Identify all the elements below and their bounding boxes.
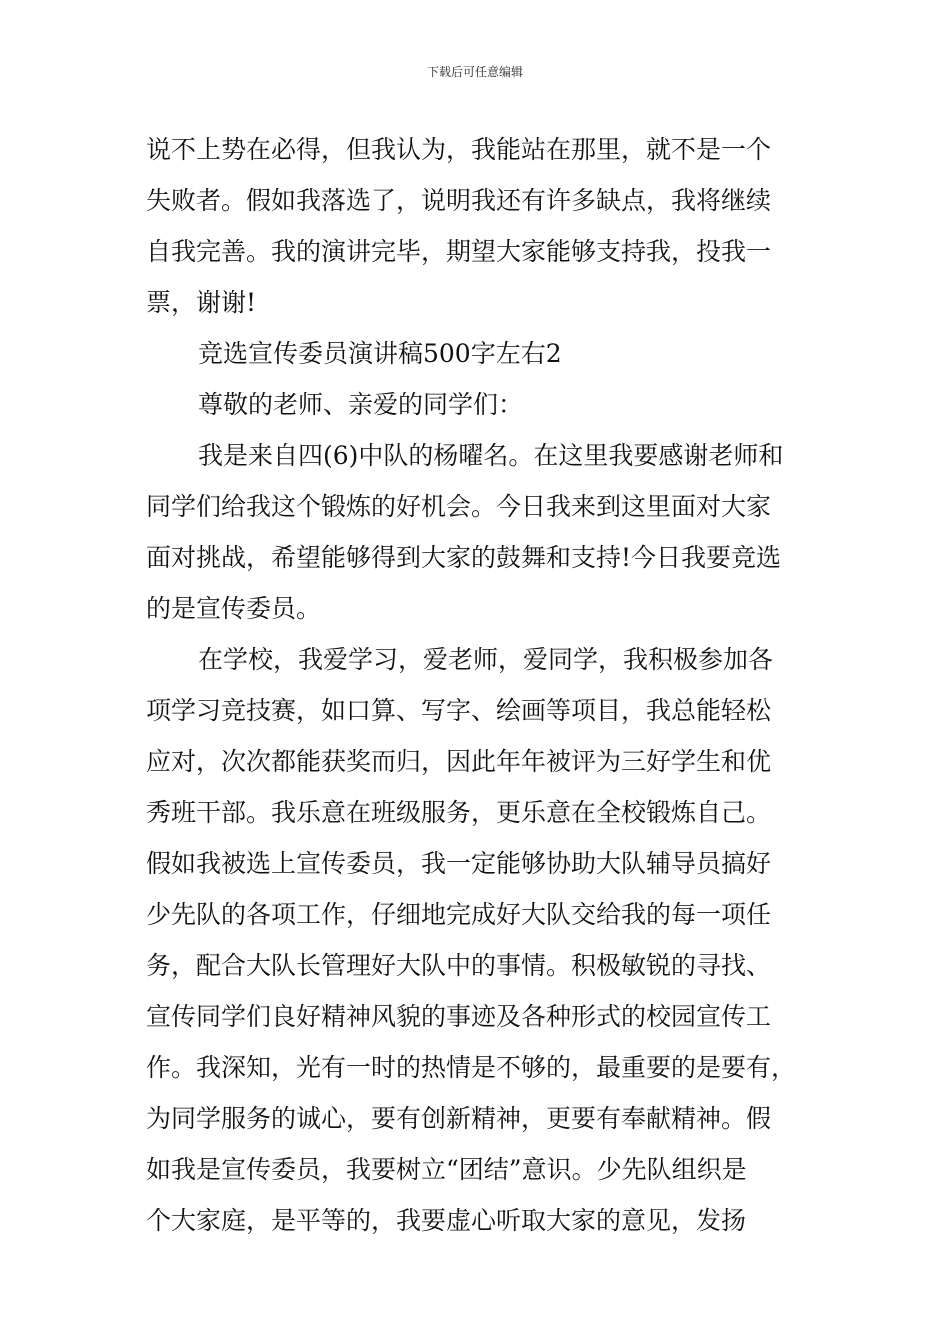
page-header: 下载后可任意编辑 <box>426 65 523 79</box>
salutation: 尊敬的老师、亲爱的同学们： <box>198 390 524 419</box>
text-line: 如我是宣传委员，我要树立“团结”意识。少先队组织是 <box>146 1155 747 1184</box>
text-line: 说不上势在必得，但我认为，我能站在那里，就不是一个 <box>146 135 772 164</box>
text-line: 宣传同学们良好精神风貌的事迹及各种形式的校园宣传工 <box>146 1002 772 1031</box>
text-line: 假如我被选上宣传委员，我一定能够协助大队辅导员搞好 <box>146 849 772 878</box>
text-line: 我是来自四(6)中队的杨曜名。在这里我要感谢老师和 <box>198 441 784 470</box>
document-body <box>146 124 806 1246</box>
text-line: 务，配合大队长管理好大队中的事情。积极敏锐的寻找、 <box>146 951 772 980</box>
text-line: 自我完善。我的演讲完毕，期望大家能够支持我，投我一 <box>146 237 772 266</box>
text-line: 应对，次次都能获奖而归，因此年年被评为三好学生和优 <box>146 747 772 776</box>
text-line: 在学校，我爱学习，爱老师，爱同学，我积极参加各 <box>198 645 774 674</box>
text-line: 项学习竞技赛，如口算、写字、绘画等项目，我总能轻松 <box>146 696 772 725</box>
text-line: 为同学服务的诚心，要有创新精神，更要有奉献精神。假 <box>146 1104 772 1133</box>
section-title: 竞选宣传委员演讲稿500字左右2 <box>198 339 562 368</box>
text-line: 秀班干部。我乐意在班级服务，更乐意在全校锻炼自己。 <box>146 798 772 827</box>
text-line: 作。我深知，光有一时的热情是不够的，最重要的是要有， <box>146 1053 797 1082</box>
text-line: 个大家庭，是平等的，我要虚心听取大家的意见，发扬 <box>146 1206 747 1235</box>
text-line: 票，谢谢! <box>146 288 257 317</box>
text-line: 面对挑战，希望能够得到大家的鼓舞和支持!今日我要竞选 <box>146 543 782 572</box>
text-line: 的是宣传委员。 <box>146 594 322 623</box>
text-line: 少先队的各项工作，仔细地完成好大队交给我的每一项任 <box>146 900 772 929</box>
text-line: 失败者。假如我落选了，说明我还有许多缺点，我将继续 <box>146 186 772 215</box>
text-line: 同学们给我这个锻炼的好机会。今日我来到这里面对大家 <box>146 492 772 521</box>
